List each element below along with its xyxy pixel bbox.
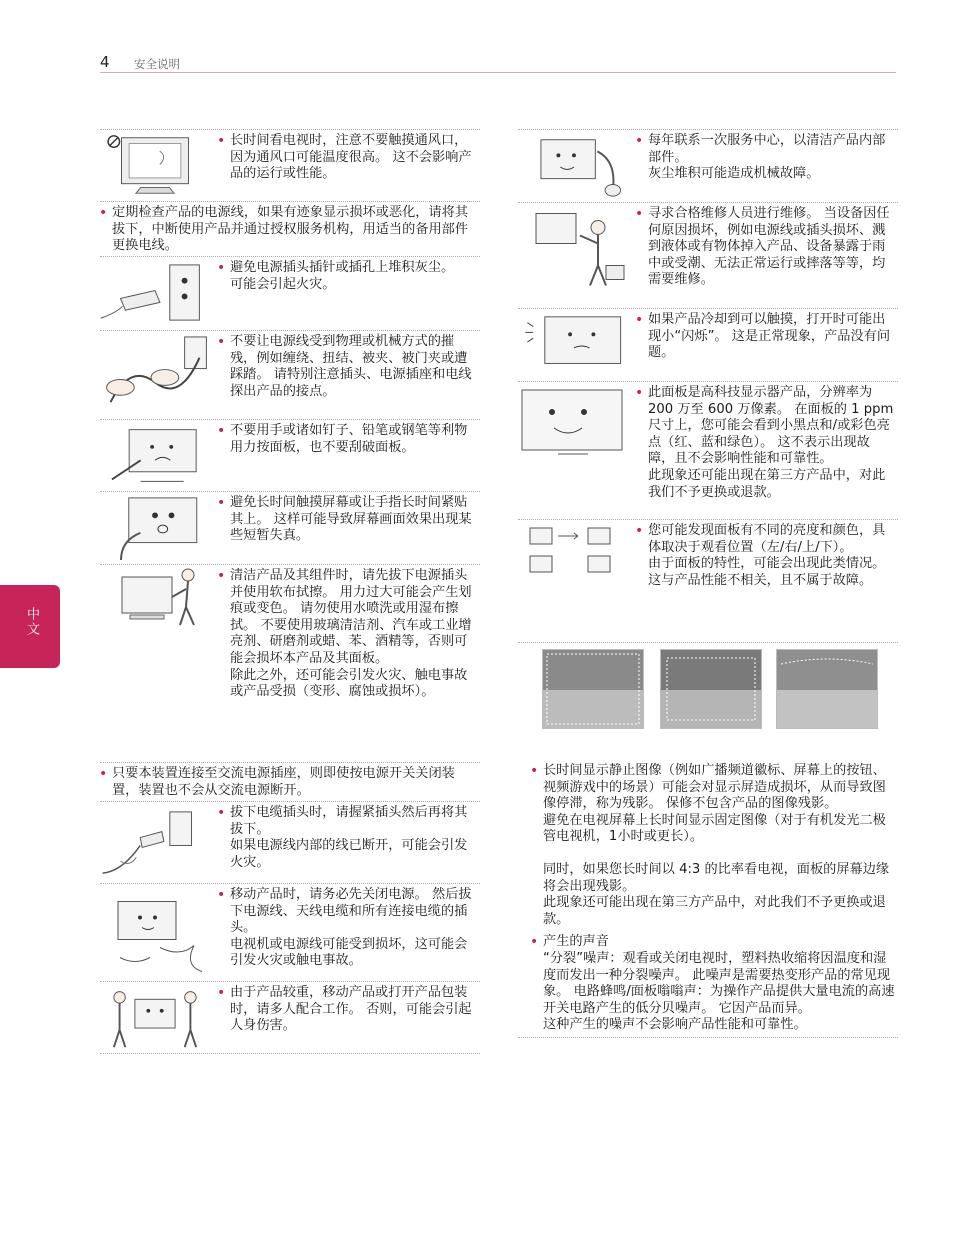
item-text: 由于面板的特性，可能会出现此类情况。 这与产品性能不相关，且不属于故障。 [648, 556, 886, 588]
item-text: 如果产品冷却到可以触摸，打开时可能出现小“闪烁”。 这是正常现象，产品没有问题。 [648, 312, 891, 361]
page-number: 4 [100, 53, 110, 71]
item-heavy: • 由于产品较重，移动产品或打开产品包装时，请多人配合工作。 否则，可能会引起人身伤害。 [100, 981, 480, 1054]
item-unplug: • 拔下电缆插头时，请握紧插头然后再将其拔下。 如果电源线内部的线已断开，可能会引发火灾。 [100, 801, 480, 883]
image-retention-text: • 长时间显示静止图像（例如广播频道徽标、屏幕上的按钮、视频游戏中的场景）可能会对显示屏造成损坏，从而导致图像停滞，称为残影。 保修不包含产品的图像残影。 避免在电视屏幕上长时间显示固定图像（对于有机发光二极管电视机，1小时或更长）。 同时，如果您长时间以 4:3 的比率看电视，面板的屏幕边缘将会出现残影。 此现象还可能出现在第三方产品中，对此我们不予更换或退款。 • 产生的声音 “分裂”噪声：观看或关闭电视时，塑料热收缩将因温度和湿度而发出一种分裂噪声。 此噪声是需要热变形产品的常见现象。 电路蜂鸣/面板嗡嗡声：为操作产品提供大量电流的高速开关电路产生的低分贝噪声。 它因产品而异。 这种产生的噪声不会影响产品性能和可靠性。 [518, 763, 898, 1038]
touching-screen-icon [100, 494, 210, 562]
item-text: 每年联系一次服务中心，以清洁产品内部部件。 [648, 133, 886, 165]
item-text: 拔下电缆插头时，请握紧插头然后再将其拔下。 [230, 805, 468, 837]
item-scratch: • 不要用手或诸如钉子、铅笔或钢笔等利物用力按面板，也不要刮破面板。 [100, 419, 480, 491]
item-cleaning: • 清洁产品及其组件时，请先拔下电源插头并使用软布拭擦。 用力过大可能会产生划痕或变色。 请勿使用水喷洗或用湿布擦拭。 不要使用玻璃清洁剂、汽车或工业增亮剂、研磨剂或蜡、苯、酒精等，否则可能会损坏本产品及其面板。 除此之外，还可能会引发火灾、触电事故或产品受损（变形、腐蚀或损坏）。 [100, 564, 480, 762]
item-text: 不要用手或诸如钉子、铅笔或钢笔等利物用力按面板，也不要刮破面板。 [230, 423, 468, 455]
item-flicker: • 如果产品冷却到可以触摸，打开时可能出现小“闪烁”。 这是正常现象，产品没有问题。 [518, 308, 898, 381]
retention-photo [660, 649, 762, 729]
item-text [543, 846, 898, 862]
item-text: 此现象还可能出现在第三方产品中，对此我们不予更换或退款。 [648, 467, 886, 500]
item-viewing-angle: • 您可能发现面板有不同的亮度和颜色，具体取决于观看位置（左/右/上/下）。 由于面板的特性，可能会出现此类情况。 这与产品性能不相关，且不属于故障。 [518, 519, 898, 642]
unplug-cable-icon [100, 804, 210, 881]
flicker-tv-icon [518, 311, 628, 379]
item-text: “分裂”噪声：观看或关闭电视时，塑料热收缩将因温度和湿度而发出一种分裂噪声。 此噪声是需要热变形产品的常见现象。 电路蜂鸣/面板嗡嗡声：为操作产品提供大量电流的高速开关电路产生的低分贝噪声。 它因产品而异。 [543, 950, 895, 1016]
header-rule [100, 72, 896, 73]
item-vent: • 长时间看电视时，注意不要触摸通风口，因为通风口可能温度很高。 这不会影响产品的运行或性能。 [100, 129, 480, 201]
item-pixels: • 此面板是高科技显示器产品，分辨率为 200 万至 600 万像素。 在面板的 1 ppm 尺寸上，您可能会看到小黑点和/或彩色亮点（红、蓝和绿色）。 这不表示出现故障，且不会影响性能和可靠性。 此现象还可能出现在第三方产品中，对此我们不予更换或退款。 [518, 381, 898, 519]
moving-tv-cables-icon [100, 886, 210, 979]
item-text: 由于产品较重，移动产品或打开产品包装时，请多人配合工作。 否则，可能会引起人身伤害。 [230, 985, 472, 1034]
item-ac-disconnect: • 只要本装置连接至交流电源插座，则即使按电源开关关闭装置，装置也不会从交流电源断开。 [100, 762, 480, 801]
item-text: 长时间显示静止图像（例如广播频道徽标、屏幕上的按钮、视频游戏中的场景）可能会对显示屏造成损坏，从而导致图像停滞，称为残影。 保修不包含产品的图像残影。 [543, 763, 886, 812]
item-text: 您可能发现面板有不同的亮度和颜色，具体取决于观看位置（左/右/上/下）。 [648, 523, 886, 555]
no-symbol-tv-vent-icon [100, 132, 210, 199]
item-cord-damage: • 不要让电源线受到物理或机械方式的摧残，例如缠绕、扭结、被夹、被门夹或遭踩踏。 请特别注意插头、电源插座和电线探出产品的接点。 [100, 330, 480, 419]
item-touch-screen: • 避免长时间触摸屏幕或让手指长时间紧贴其上。 这样可能导致屏幕画面效果出现某些短暂失真。 [100, 491, 480, 564]
item-text: 移动产品时，请务必先关闭电源。 然后拔下电源线、天线电缆和所有连接电缆的插头。 [230, 887, 472, 936]
image-retention-photos-icon [518, 642, 898, 755]
item-text: 电视机或电源线可能受到损坏，这可能会引发火灾或触电事故。 [230, 936, 468, 969]
section-title: 安全说明 [134, 57, 180, 71]
item-text: 如果电源线内部的线已断开，可能会引发火灾。 [230, 838, 468, 870]
item-move-power-off: • 移动产品时，请务必先关闭电源。 然后拔下电源线、天线电缆和所有连接电缆的插头。 电视机或电源线可能受到损坏，这可能会引发火灾或触电事故。 [100, 883, 480, 981]
item-power-cord-check: • 定期检查产品的电源线，如果有迹象显示损坏或恶化，请将其拔下，中断使用产品并通过授权服务机构，用适当的备用部件更换电线。 [100, 201, 480, 256]
item-text: 除此之外，还可能会引发火灾、触电事故或产品受损（变形、腐蚀或损坏）。 [230, 667, 468, 700]
language-tab-label: 中文 [24, 607, 39, 637]
item-text: 同时，如果您长时间以 4:3 的比率看电视，面板的屏幕边缘将会出现残影。 [543, 861, 890, 894]
language-tab[interactable] [0, 585, 60, 668]
item-text: 避免电源插头插针或插孔上堆积灰尘。 [230, 260, 455, 275]
twisted-cord-icon [100, 333, 210, 417]
dusty-plug-icon [100, 259, 210, 328]
item-text: 定期检查产品的电源线，如果有迹象显示损坏或恶化，请将其拔下，中断使用产品并通过授权服务机构，用适当的备用部件更换电线。 [112, 205, 469, 254]
item-text: 此现象还可能出现在第三方产品中，对此我们不予更换或退款。 [543, 895, 886, 927]
repairman-icon [518, 205, 628, 306]
viewing-angle-icon [518, 522, 628, 582]
item-text: 可能会引起火灾。 [230, 276, 336, 292]
item-annual-service: • 每年联系一次服务中心，以清洁产品内部部件。 灰尘堆积可能造成机械故障。 [518, 129, 898, 202]
section-divider [518, 1037, 898, 1038]
vacuum-tv-icon [518, 132, 628, 200]
item-text: 不要让电源线受到物理或机械方式的摧残，例如缠绕、扭结、被夹、被门夹或遭踩踏。 请特别注意插头、电源插座和电线探出产品的接点。 [230, 334, 472, 399]
two-people-carry-icon [100, 984, 210, 1051]
item-text: 避免在电视屏幕上长时间显示固定图像（对于有机发光二极管电视机，1小时或更长）。 [543, 812, 886, 845]
item-text: 灰尘堆积可能造成机械故障。 [648, 166, 820, 182]
item-text: 避免长时间触摸屏幕或让手指长时间紧贴其上。 这样可能导致屏幕画面效果出现某些短暂失真。 [230, 495, 472, 544]
item-dust-plug: • 避免电源插头插针或插孔上堆积灰尘。 可能会引起火灾。 [100, 256, 480, 330]
item-text: 只要本装置连接至交流电源插座，则即使按电源开关关闭装置，装置也不会从交流电源断开。 [112, 766, 455, 798]
item-text: 产生的声音 [543, 934, 609, 950]
pixel-dots-tv-icon [518, 384, 628, 464]
item-qualified-repair: • 寻求合格维修人员进行维修。 当设备因任何原因损坏，例如电源线或插头损坏、溅到液体或有物体掉入产品、设备暴露于雨中或受潮、无法正常运行或摔落等等，均需要维修。 [518, 202, 898, 308]
right-column [518, 129, 898, 1038]
scratched-tv-icon [100, 422, 210, 489]
retention-photo [776, 649, 878, 729]
item-text: 此面板是高科技显示器产品，分辨率为 200 万至 600 万像素。 在面板的 1 ppm 尺寸上，您可能会看到小黑点和/或彩色亮点（红、蓝和绿色）。 这不表示出现故障，且不会影响性能和可靠性。 [648, 385, 894, 467]
retention-photo [542, 649, 644, 729]
item-text: 寻求合格维修人员进行维修。 当设备因任何原因损坏，例如电源线或插头损坏、溅到液体或有物体掉入产品、设备暴露于雨中或受潮、无法正常运行或摔落等等，均需要维修。 [648, 206, 890, 288]
cleaning-tv-icon [100, 567, 210, 627]
item-text: 长时间看电视时，注意不要触摸通风口，因为通风口可能温度很高。 这不会影响产品的运行或性能。 [230, 133, 472, 182]
item-text: 这种产生的噪声不会影响产品性能和可靠性。 [543, 1017, 807, 1033]
left-column [100, 129, 480, 1054]
item-text: 清洁产品及其组件时，请先拔下电源插头并使用软布拭擦。 用力过大可能会产生划痕或变色。 请勿使用水喷洗或用湿布擦拭。 不要使用玻璃清洁剂、汽车或工业增亮剂、研磨剂或蜡、苯、酒精等，否则可能会损坏本产品及其面板。 [230, 568, 472, 666]
